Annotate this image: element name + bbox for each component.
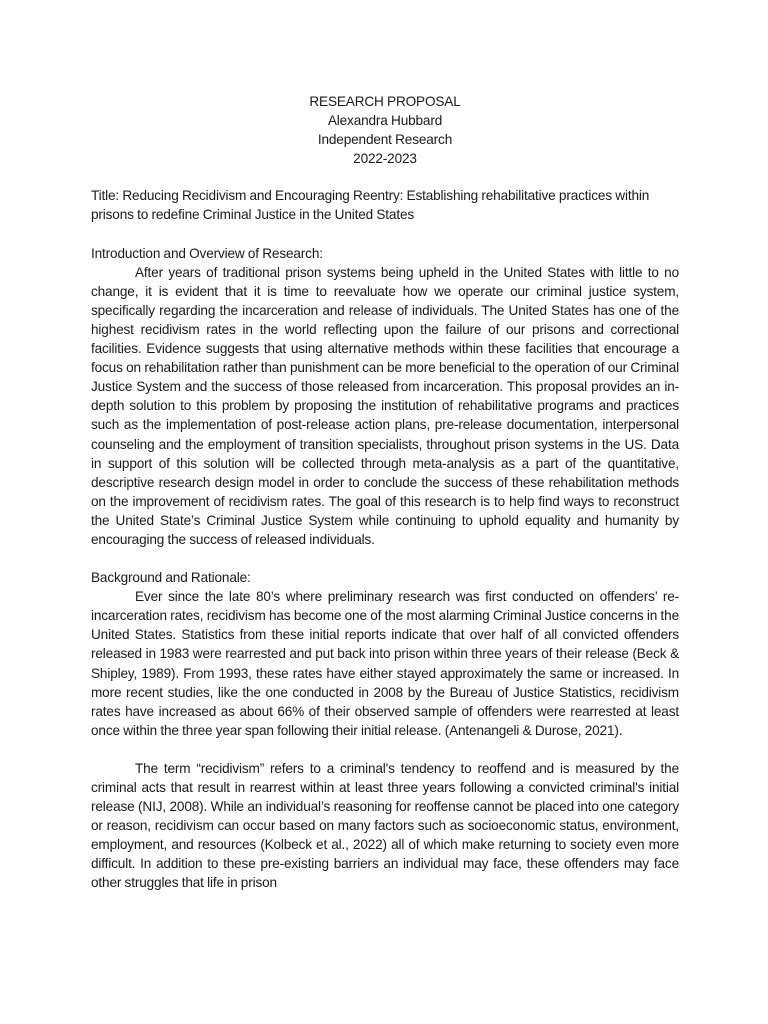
introduction-paragraph: After years of traditional prison systems being upheld in the United States with little to no change, it is evident that it is time to reevaluate how we operate our criminal justice system, specifically regarding the incarceration and release of individuals. The United States has one of the highest recidivism rates in the world reflecting upon the failure of our prisons and correctional facilities. Evidence suggests that using alternative methods within these facilities that encourage a focus on rehabilitation rather than punishment can be more beneficial to the operation of our Criminal Justice System and the success of those released from incarceration. This proposal provides an in-depth solution to this problem by proposing the institution of rehabilitative programs and practices such as the implementation of post-release action plans, pre-release documentation, interpersonal counseling and the employment of transition specialists, throughout prison systems in the US. Data in support of this solution will be collected through meta-analysis as a part of the quantitative, descriptive research design model in order to conclude the success of these rehabilitation methods on the improvement of recidivism rates. The goal of this research is to help find ways to reconstruct the United State’s Criminal Justice System while continuing to uphold equality and humanity by encouraging the success of released individuals. [91,264,679,547]
introduction-heading: Introduction and Overview of Research: [91,245,323,261]
course-name: Independent Research [317,132,453,148]
background-paragraph-2: The term “recidivism” refers to a criminal's tendency to reoffend and is measured by the criminal acts that result in rearrest within at least three years following a convicted criminal's initial release (NIJ, 2008). While an individual’s reasoning for reoffense cannot be placed into one category or reason, recidivism can occur based on many factors such as socioeconomic status, environment, employment, and resources (Kolbeck et al., 2022) all of which make returning to society even more difficult. In addition to these pre-existing barriers an individual may face, these offenders may face other struggles that life in prison [91,760,679,891]
document-header [91,92,679,168]
paragraph-spacer [91,740,679,759]
proposal-title: Title: Reducing Recidivism and Encouraging Reentry: Establishing rehabilitative practices within prisons to redefine Criminal Justice in the United States [91,188,650,223]
author-name: Alexandra Hubbard [327,113,443,129]
section-spacer [91,549,679,568]
background-heading: Background and Rationale: [91,570,251,586]
school-year: 2022-2023 [353,151,417,167]
background-paragraph-1: Ever since the late 80’s where preliminary research was first conducted on offenders’ re-incarceration rates, recidivism has become one of the most alarming Criminal Justice concerns in the United States. Statistics from these initial reports indicate that over half of all convicted offenders released in 1983 were rearrested and put back into prison within three years of their release (Beck & Shipley, 1989). From 1993, these rates have either stayed approximately the same or increased. In more recent studies, like the one conducted in 2008 by the Bureau of Justice Statistics, recidivism rates have increased as about 66% of their observed sample of offenders were rearrested at least once within the three year span following their initial release. (Antenangeli & Durose, 2021). [91,589,679,738]
document-page [91,92,679,893]
proposal-label: RESEARCH PROPOSAL [309,94,461,109]
